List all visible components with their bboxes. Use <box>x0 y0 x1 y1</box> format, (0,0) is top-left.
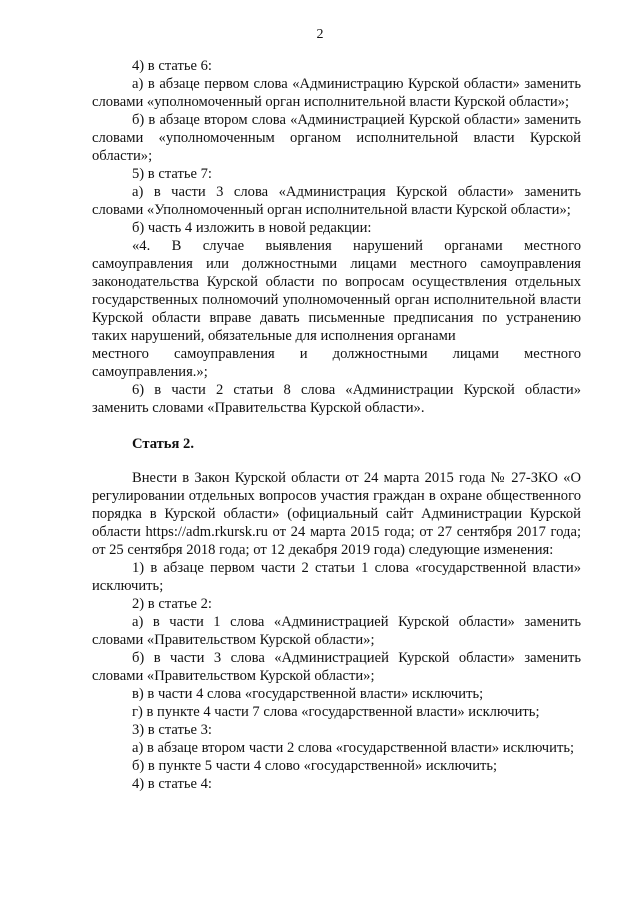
quoted-paragraph: самоуправления или должностными лицами местного самоуправления законодательства Курской области по вопросам осуществления отдельных государственных полномочий уполномоченный орган исполнительной власти Курской области вправе давать письменные предписания по устранению таких нарушений, обязательные для исполнения органами <box>92 256 581 344</box>
list-item: г) в пункте 4 части 7 слова «государственной власти» исключить; <box>132 704 540 720</box>
paragraph: а) в абзаце втором части 2 слова «государственной власти» исключить; <box>132 740 575 756</box>
list-item: 5) в статье 7: <box>132 166 212 182</box>
list-item: б) в пункте 5 части 4 слово «государственной» исключить; <box>132 758 498 774</box>
paragraph: а) в абзаце первом слова «Администрацию Курской области» заменить словами «уполномоченный орган исполнительной власти Курской области»; <box>92 76 581 110</box>
list-item: 2) в статье 2: <box>132 596 212 612</box>
list-item: 4) в статье 4: <box>132 776 212 792</box>
paragraph: а) в части 1 слова «Администрацией Курской области» заменить словами «Правительством Курской области»; <box>92 614 581 648</box>
paragraph: б) в части 3 слова «Администрацией Курской области» заменить словами «Правительством Курской области»; <box>92 650 581 684</box>
list-item: 4) в статье 6: <box>132 58 212 74</box>
quoted-paragraph-line: местного самоуправления и должностными лицами местного <box>92 346 581 362</box>
article-heading: Статья 2. <box>132 436 194 452</box>
page-number: 2 <box>316 27 324 42</box>
paragraph: а) в части 3 слова «Администрация Курской области» заменить словами «Уполномоченный орган исполнительной власти Курской области»; <box>92 184 581 218</box>
list-item: б) часть 4 изложить в новой редакции: <box>132 220 372 236</box>
paragraph: б) в абзаце втором слова «Администрацией Курской области» заменить словами «уполномоченным органом исполнительной власти Курской области»; <box>92 112 581 164</box>
paragraph: 6) в части 2 статьи 8 слова «Администрации Курской области» заменить словами «Правительства Курской области». <box>92 382 581 416</box>
paragraph: Внести в Закон Курской области от 24 марта 2015 года № 27-ЗКО «О регулировании отдельных вопросов участия граждан в охране общественного порядка в Курской области» (официальный сайт Администрации Курской области https://adm.rkursk.ru от 24 марта 2015 года; от 27 сентября 2017 года; от 25 сентября 2018 года; от 12 декабря 2019 года) следующие изменения: <box>92 470 581 558</box>
list-item: в) в части 4 слова «государственной власти» исключить; <box>132 686 484 702</box>
document-body <box>92 57 581 793</box>
paragraph: 1) в абзаце первом части 2 статьи 1 слова «государственной власти» исключить; <box>92 560 581 594</box>
list-item: 3) в статье 3: <box>132 722 212 738</box>
quoted-paragraph-line: «4. В случае выявления нарушений органами местного <box>132 238 581 254</box>
quoted-paragraph-line: самоуправления.»; <box>92 364 208 380</box>
